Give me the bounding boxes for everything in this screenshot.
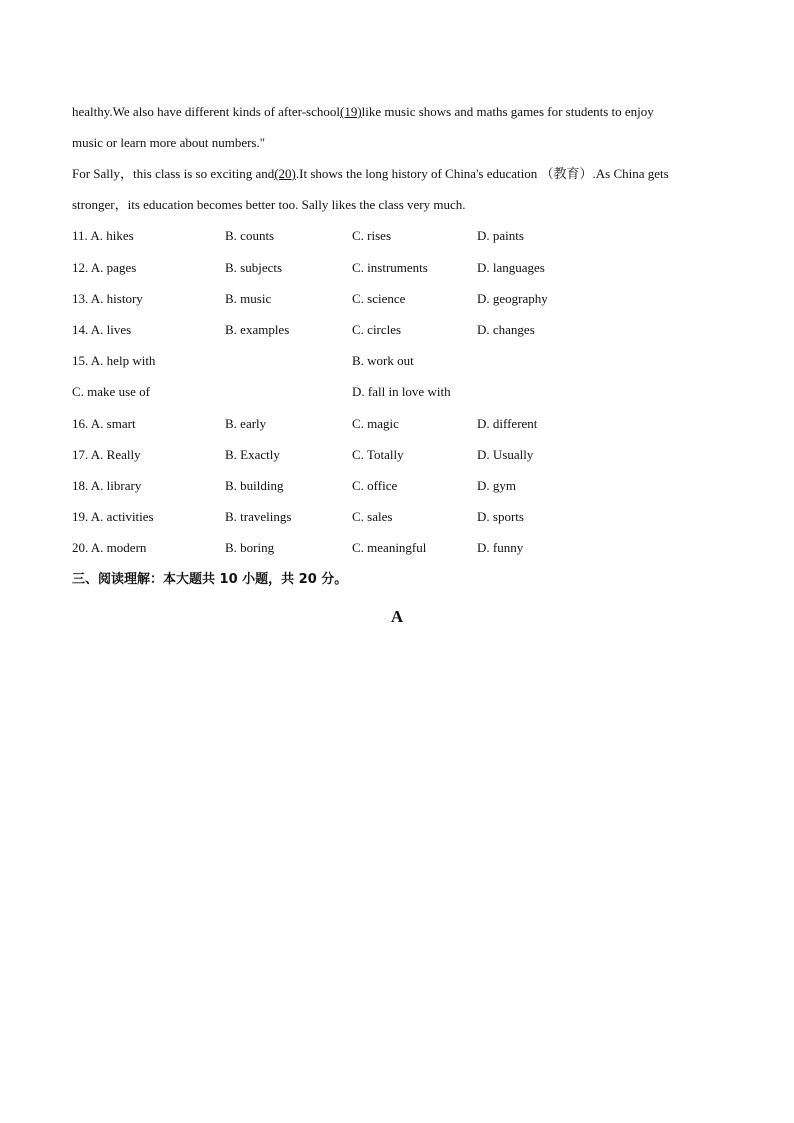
- option-c: C. instruments: [352, 260, 428, 275]
- option-a: 11. A. hikes: [72, 228, 134, 243]
- option-b: B. counts: [225, 228, 275, 243]
- option-d: D. geography: [477, 291, 548, 306]
- option-c: C. sales: [352, 509, 393, 524]
- option-d: D. changes: [477, 322, 535, 337]
- option-d: D. funny: [477, 540, 524, 555]
- option-b: B. boring: [225, 540, 275, 555]
- option-a: 17. A. Really: [72, 447, 141, 462]
- question-17: [72, 447, 732, 463]
- option-b: B. examples: [225, 322, 290, 337]
- question-15: [72, 353, 732, 369]
- option-c: C. office: [352, 478, 398, 493]
- option-c: C. circles: [352, 322, 402, 337]
- passage-text: healthy.We also have different kinds of after-school: [72, 104, 340, 119]
- question-14: [72, 322, 732, 338]
- question-18: [72, 478, 732, 494]
- option-d: D. gym: [477, 478, 516, 493]
- option-d: D. Usually: [477, 447, 534, 462]
- option-b: B. building: [225, 478, 284, 493]
- option-a: 20. A. modern: [72, 540, 147, 555]
- question-13: [72, 291, 732, 307]
- option-d: D. paints: [477, 228, 524, 243]
- passage-line-4: stronger，its education becomes better too. Sally likes the class very much.: [72, 197, 466, 212]
- passage-line-1: [72, 104, 654, 120]
- question-12: [72, 260, 732, 276]
- option-c: C. meaningful: [352, 540, 427, 555]
- blank-20: (20): [274, 166, 296, 181]
- question-16: [72, 416, 732, 432]
- option-b: B. Exactly: [225, 447, 280, 462]
- option-c: C. magic: [352, 416, 399, 431]
- question-11: [72, 228, 732, 244]
- passage-line-3: [72, 166, 669, 182]
- option-c: C. science: [352, 291, 406, 306]
- option-c: C. make use of: [72, 384, 150, 399]
- option-a: 14. A. lives: [72, 322, 132, 337]
- passage-text: For Sally，this class is so exciting and: [72, 166, 275, 181]
- option-b: B. early: [225, 416, 267, 431]
- passage-text: like music shows and maths games for students to enjoy: [361, 104, 654, 119]
- option-a: 19. A. activities: [72, 509, 154, 524]
- question-15-row-2: [72, 384, 732, 400]
- passage-line-2: music or learn more about numbers.": [72, 135, 266, 150]
- option-b: B. work out: [352, 353, 414, 368]
- option-b: B. subjects: [225, 260, 283, 275]
- option-a: 12. A. pages: [72, 260, 137, 275]
- blank-19: (19): [340, 104, 362, 119]
- option-d: D. languages: [477, 260, 545, 275]
- option-b: B. music: [225, 291, 272, 306]
- question-20: [72, 540, 732, 556]
- option-b: B. travelings: [225, 509, 292, 524]
- option-c: C. Totally: [352, 447, 404, 462]
- option-a: 13. A. history: [72, 291, 143, 306]
- passage-label: A: [390, 607, 404, 626]
- option-a: 15. A. help with: [72, 353, 156, 368]
- option-a: 18. A. library: [72, 478, 142, 493]
- option-d: D. fall in love with: [352, 384, 451, 399]
- section-title: 三、阅读理解：本大题共 10 小题，共 20 分。: [72, 572, 348, 587]
- option-a: 16. A. smart: [72, 416, 136, 431]
- option-d: D. sports: [477, 509, 524, 524]
- option-c: C. rises: [352, 228, 391, 243]
- passage-text: .It shows the long history of China's education （教育）.As China gets: [295, 166, 669, 181]
- question-19: [72, 509, 732, 525]
- option-d: D. different: [477, 416, 538, 431]
